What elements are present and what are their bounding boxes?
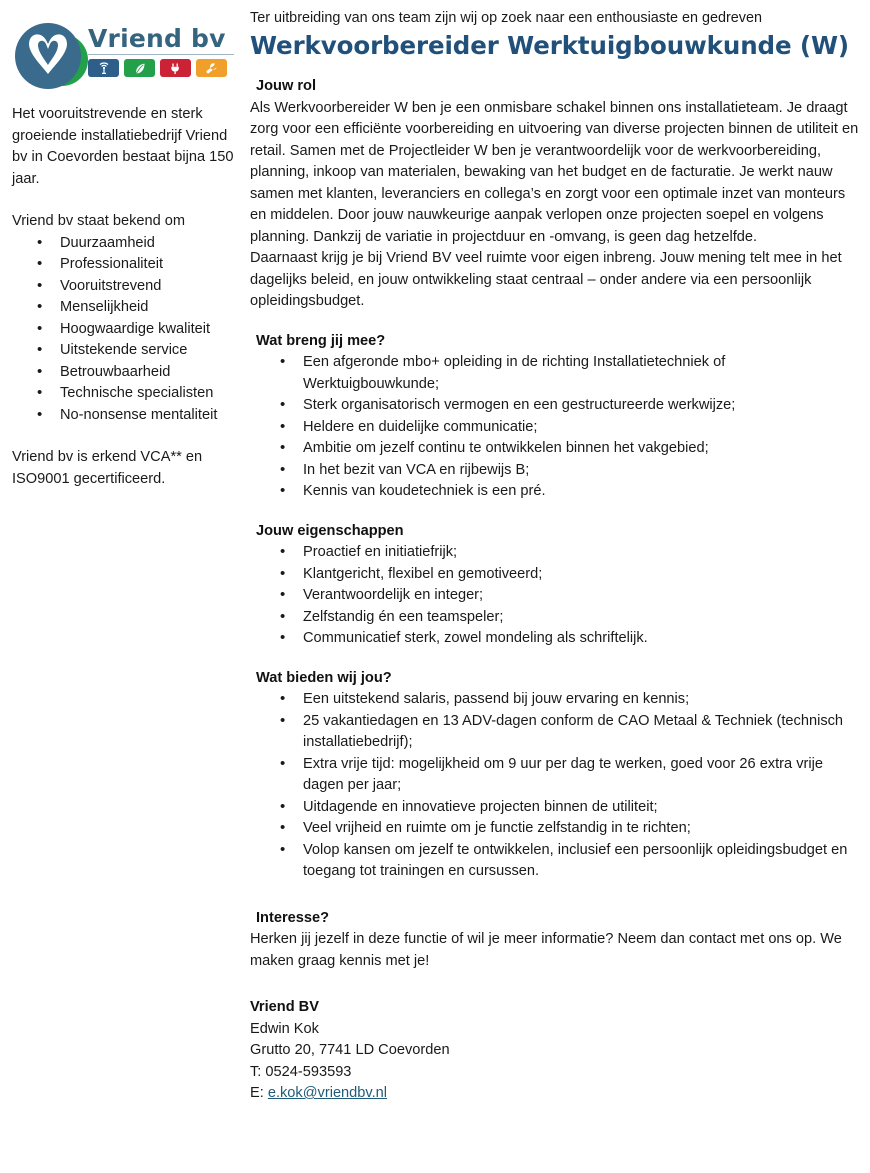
list-item: • Een afgeronde mbo+ opleiding in de richting Installatietechniek of Werktuigbouwkunde; xyxy=(250,352,865,395)
contact-person: Edwin Kok xyxy=(250,1020,319,1037)
vriend-logo-mark xyxy=(12,22,96,90)
list-item: • Vooruitstrevend xyxy=(12,276,237,298)
list-item: • Veel vrijheid en ruimte om je functie zelfstandig in te richten; xyxy=(250,818,865,840)
list-item: • Hoogwaardige kwaliteit xyxy=(12,319,237,341)
contact-email-line xyxy=(250,1083,865,1105)
list-item: • Extra vrije tijd: mogelijkheid om 9 uur per dag te werken, goed voor 26 extra vrije dagen per jaar; xyxy=(250,754,865,797)
logo-wordmark-block xyxy=(88,26,238,77)
list-item: • 25 vakantiedagen en 13 ADV-dagen conform de CAO Metaal & Techniek (technisch installatiebedrijf); xyxy=(250,711,865,754)
page-title: Werkvoorbereider Werktuigbouwkunde (W) xyxy=(250,31,850,60)
contact-address: Grutto 20, 7741 LD Coevorden xyxy=(250,1042,450,1058)
vacancy-main-content xyxy=(250,0,865,1105)
section-heading-requirements: Wat breng jij mee? xyxy=(256,332,386,349)
wrench-icon xyxy=(196,59,227,77)
logo-mark-svg xyxy=(12,22,96,90)
list-item: • Sterk organisatorisch vermogen en een gestructureerde werkwijze; xyxy=(250,395,865,417)
vacancy-intro-line: Ter uitbreiding van ons team zijn wij op zoek naar een enthousiaste en gedreven xyxy=(250,10,762,26)
list-item: • Zelfstandig én een teamspeler; xyxy=(250,607,865,629)
list-item: • Technische specialisten xyxy=(12,383,237,405)
list-item: • Betrouwbaarheid xyxy=(12,362,237,384)
role-paragraph-2: Daarnaast krijg je bij Vriend BV veel ruimte voor eigen inbreng. Jouw mening telt mee in het dagelijks beleid, en jouw ontwikkeling staat centraal – onder andere via een persoonlijk opleidingsbudget. xyxy=(250,250,842,309)
spacer-requirements-qualities xyxy=(250,503,865,521)
sidebar-spacer-2 xyxy=(12,426,237,447)
logo-divider xyxy=(88,54,234,55)
list-item: • Kennis van koudetechniek is een pré. xyxy=(250,481,865,503)
certification-text: Vriend bv is erkend VCA** en ISO9001 gecertificeerd. xyxy=(12,449,203,487)
role-paragraph-1: Als Werkvoorbereider W ben je een onmisbare schakel binnen ons installatieteam. Je draagt zorg voor een efficiënte voorbereiding en uitvoering van diverse projecten binnen de utiliteit en retail. Samen met de Projectleider W ben je verantwoordelijk voor de werkvoorbereiding, planning, inkoop van materialen, bewaking van het budget en de facturatie. Je werkt nauw samen met klanten, leveranciers en collega’s en zorgt voor een optimale inzet van monteurs en middelen. Door jouw nauwkeurige aanpak verlopen onze projecten soepel en volgens planning. Dankzij de variatie in projectduur en -omvang, is geen dag hetzelfde. xyxy=(250,99,859,245)
spacer-qualities-offer xyxy=(250,650,865,668)
section-heading-offer: Wat bieden wij jou? xyxy=(256,669,392,686)
interest-paragraph: Herken jij jezelf in deze functie of wil je meer informatie? Neem dan contact met ons op. We maken graag kennis met je! xyxy=(250,931,842,969)
known-for-list xyxy=(12,233,237,427)
list-item: • In het bezit van VCA en rijbewijs B; xyxy=(250,460,865,482)
contact-email-link[interactable]: e.kok@vriendbv.nl xyxy=(267,1085,388,1101)
spacer-interest-contact xyxy=(250,972,865,997)
list-item: • Ambitie om jezelf continu te ontwikkelen binnen het vakgebied; xyxy=(250,438,865,460)
section-qualities xyxy=(250,521,865,650)
leaf-icon xyxy=(124,59,155,77)
company-intro-paragraph: Het vooruitstrevende en sterk groeiende installatiebedrijf Vriend bv in Coevorden bestaat bijna 150 jaar. xyxy=(12,106,234,187)
section-heading-qualities: Jouw eigenschappen xyxy=(256,522,404,539)
list-item: • No-nonsense mentaliteit xyxy=(12,405,237,427)
section-offer xyxy=(250,668,865,883)
list-item: • Professionaliteit xyxy=(12,254,237,276)
service-icon-row xyxy=(88,59,238,77)
section-requirements xyxy=(250,331,865,503)
section-role xyxy=(250,76,865,313)
known-for-heading: Vriend bv staat bekend om xyxy=(12,213,186,229)
list-item: • Uitstekende service xyxy=(12,340,237,362)
list-item: • Menselijkheid xyxy=(12,297,237,319)
section-heading-interest: Interesse? xyxy=(256,909,330,926)
list-item: • Een uitstekend salaris, passend bij jouw ervaring en kennis; xyxy=(250,689,865,711)
plug-icon xyxy=(160,59,191,77)
list-item: • Proactief en initiatiefrijk; xyxy=(250,542,865,564)
antenna-icon xyxy=(88,59,119,77)
list-item: • Volop kansen om jezelf te ontwikkelen, inclusief een persoonlijk opleidingsbudget en toegang tot trainingen en cursussen. xyxy=(250,840,865,883)
section-contact xyxy=(250,997,865,1105)
logo-wordmark-text: Vriend bv xyxy=(88,24,226,53)
requirements-list xyxy=(250,352,865,503)
spacer-role-requirements xyxy=(250,313,865,331)
section-interest xyxy=(250,908,865,973)
company-logo xyxy=(0,0,245,104)
email-label: E: xyxy=(250,1085,268,1101)
contact-phone: T: 0524-593593 xyxy=(250,1063,352,1080)
section-heading-role: Jouw rol xyxy=(256,78,316,94)
list-item: • Duurzaamheid xyxy=(12,233,237,255)
list-item: • Uitdagende en innovatieve projecten binnen de utiliteit; xyxy=(250,797,865,819)
list-item: • Communicatief sterk, zowel mondeling als schriftelijk. xyxy=(250,628,865,650)
company-sidebar xyxy=(0,0,245,1173)
qualities-list xyxy=(250,542,865,650)
list-item: • Heldere en duidelijke communicatie; xyxy=(250,417,865,439)
sidebar-text-block xyxy=(0,104,245,490)
spacer-offer-interest xyxy=(250,883,865,908)
list-item: • Verantwoordelijk en integer; xyxy=(250,585,865,607)
list-item: • Klantgericht, flexibel en gemotiveerd; xyxy=(250,564,865,586)
sidebar-spacer-1 xyxy=(12,190,237,211)
offer-list xyxy=(250,689,865,883)
contact-company-name: Vriend BV xyxy=(250,999,319,1015)
